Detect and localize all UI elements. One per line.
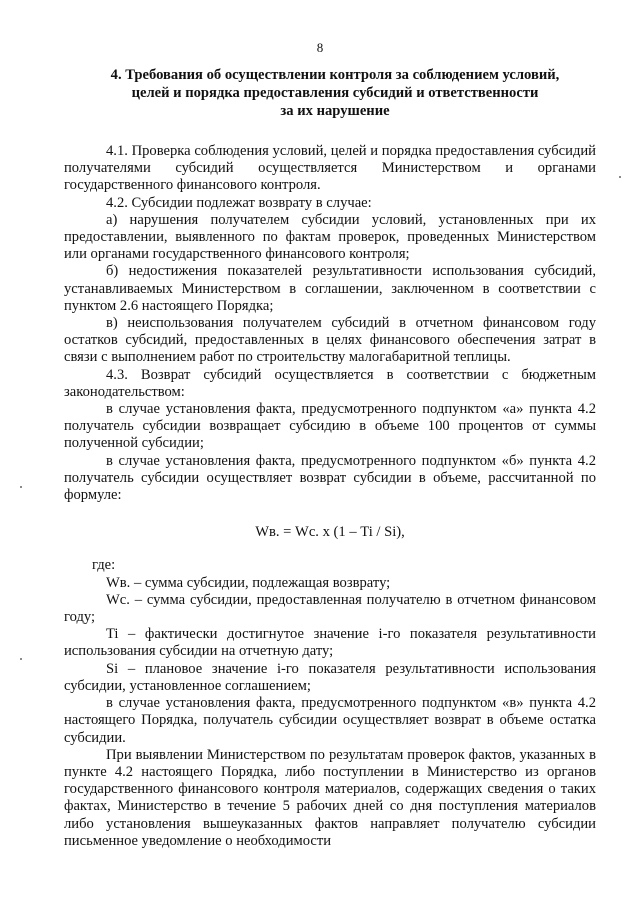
paragraph-4-3: 4.3. Возврат субсидий осуществляется в соответствии с бюджетным законодательством: <box>64 366 596 400</box>
paragraph-case-a: в случае установления факта, предусмотренного подпунктом «а» пункта 4.2 получатель субсидии возвращает субсидию в объеме 100 процентов от суммы полученной субсидии; <box>64 401 596 452</box>
heading-line-2: целей и порядка предоставления субсидий и ответственности <box>131 85 539 101</box>
where-label: где: <box>92 557 116 574</box>
scan-dot-mark <box>20 486 22 488</box>
paragraph-4-2-b: б) недостижения показателей результативности использования субсидий, устанавливаемых Министерством в соглашении, заключенном в соответствии с пунктом 2.6 настоящего Порядка; <box>64 263 596 314</box>
scan-dot-mark <box>619 176 621 178</box>
paragraph-4-2-a: а) нарушения получателем субсидии условий, установленных при их предоставлении, выявленного по фактам проверок, проведенных Министерством или органами государственного финансового контроля; <box>64 211 596 263</box>
paragraph-4-2-v: в) неиспользования получателем субсидий в отчетном финансовом году остатков субсидий, предоставленных в целях финансового обеспечения затрат в связи с выполнением работ по строительству малогабаритной теплицы. <box>64 315 596 366</box>
definition-ti: Ti – фактически достигнутое значение i-го показателя результативности использования субсидии на отчетную дату; <box>64 626 596 660</box>
paragraph-4-2: 4.2. Субсидии подлежат возврату в случае: <box>106 194 372 211</box>
formula: Wв. = Wс. х (1 – Ti / Si), <box>255 524 405 541</box>
definition-si: Si – плановое значение i-го показателя результативности использования субсидии, установленное соглашением; <box>64 660 596 694</box>
page-number: 8 <box>316 40 324 55</box>
heading-line-3: за их нарушение <box>280 103 390 119</box>
section-heading <box>70 66 600 120</box>
definition-wv: Wв. – сумма субсидии, подлежащая возврату; <box>106 574 391 591</box>
paragraph-4-1: 4.1. Проверка соблюдения условий, целей и порядка предоставления субсидий получателями субсидий осуществляется Министерством и органами государственного финансового контроля. <box>64 143 596 194</box>
heading-line-1: 4. Требования об осуществлении контроля за соблюдением условий, <box>110 67 560 83</box>
scan-dot-mark <box>20 658 22 660</box>
definition-ws: Wс. – сумма субсидии, предоставленная получателю в отчетном финансовом году; <box>64 591 596 626</box>
paragraph-case-b: в случае установления факта, предусмотренного подпунктом «б» пункта 4.2 получатель субсидии осуществляет возврат субсидии в объеме, рассчитанной по формуле: <box>64 452 596 504</box>
document-body <box>64 143 596 850</box>
paragraph-notification: При выявлении Министерством по результатам проверок фактов, указанных в пункте 4.2 настоящего Порядка, либо поступлении в Министерство из органов государственного финансового контроля материалов, содержащих сведения о таких фактах, Министерство в течение 5 рабочих дней со дня поступления материалов либо установления вышеуказанных фактов направляет получателю субсидии письменное уведомление о необходимости <box>64 746 596 849</box>
paragraph-case-v: в случае установления факта, предусмотренного подпунктом «в» пункта 4.2 настоящего Порядка, получатель субсидии осуществляет возврат в объеме остатка субсидии. <box>64 695 596 746</box>
